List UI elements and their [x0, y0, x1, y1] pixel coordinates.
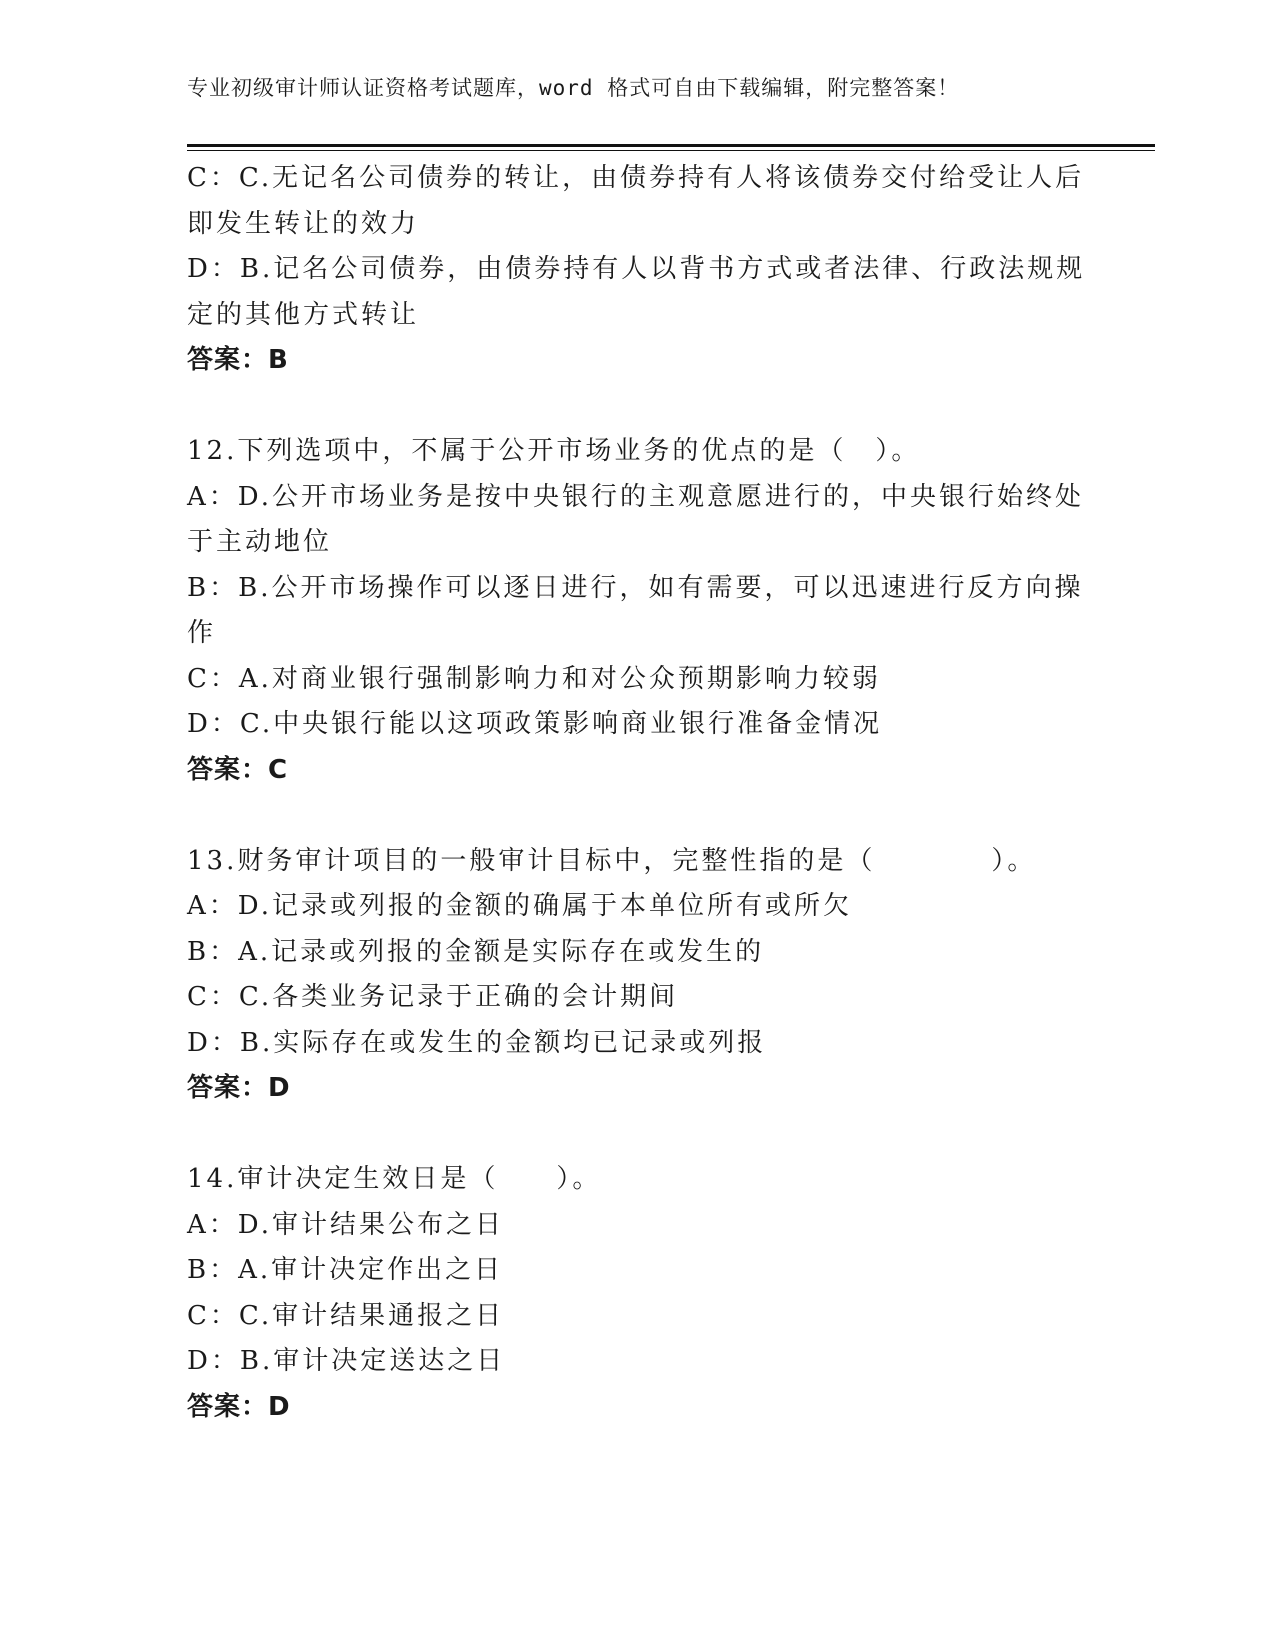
question-content: [187, 156, 1087, 1430]
option-d-line-1: D：B.记名公司债券，由债券持有人以背书方式或者法律、行政法规规: [187, 254, 1086, 284]
header-divider-thick: [187, 144, 1155, 147]
question-13-text: 13.财务审计项目的一般审计目标中，完整性指的是（ ）。: [187, 845, 1037, 876]
question-14-text: 14.审计决定生效日是（ ）。: [187, 1164, 602, 1194]
spacer: [187, 793, 1087, 839]
option-d-line-2: 定的其他方式转让: [187, 299, 420, 330]
question-13: [187, 839, 1087, 1112]
option-a: A：D.审计结果公布之日: [187, 1209, 504, 1240]
option-c: C：A.对商业银行强制影响力和对公众预期影响力较弱: [187, 663, 881, 694]
spacer: [187, 1112, 1087, 1158]
answer-12: 答案：C: [187, 754, 289, 785]
spacer: [187, 384, 1087, 430]
question-12: [187, 429, 1087, 793]
option-b: B：A.审计决定作出之日: [187, 1255, 504, 1285]
answer-11: 答案：B: [187, 345, 289, 375]
header-divider-thin: [187, 150, 1155, 151]
option-b-line-2: 作: [187, 618, 217, 648]
option-b-line-1: B：B.公开市场操作可以逐日进行，如有需要，可以迅速进行反方向操: [187, 572, 1084, 603]
answer-14: 答案：D: [187, 1391, 291, 1422]
question-12-text: 12.下列选项中，不属于公开市场业务的优点的是（ ）。: [187, 436, 921, 466]
question-14: [187, 1157, 1087, 1430]
option-c-line-2: 即发生转让的效力: [187, 208, 420, 239]
page-header: 专业初级审计师认证资格考试题库，word 格式可自由下载编辑，附完整答案！: [187, 76, 960, 100]
answer-13: 答案：D: [187, 1073, 291, 1103]
option-a-line-2: 于主动地位: [187, 527, 333, 557]
option-b: B：A.记录或列报的金额是实际存在或发生的: [187, 936, 765, 967]
option-c-line-1: C：C.无记名公司债券的转让，由债券持有人将该债券交付给受让人后: [187, 163, 1085, 193]
option-c: C：C.审计结果通报之日: [187, 1300, 505, 1331]
option-a-line-1: A：D.公开市场业务是按中央银行的主观意愿进行的，中央银行始终处: [187, 481, 1084, 512]
option-c: C：C.各类业务记录于正确的会计期间: [187, 982, 679, 1012]
option-a: A：D.记录或列报的金额的确属于本单位所有或所欠: [187, 891, 852, 921]
option-d: D：B.实际存在或发生的金额均已记录或列报: [187, 1027, 767, 1058]
question-11-tail: [187, 156, 1087, 384]
option-d: D：C.中央银行能以这项政策影响商业银行准备金情况: [187, 709, 883, 739]
option-d: D：B.审计决定送达之日: [187, 1346, 506, 1376]
